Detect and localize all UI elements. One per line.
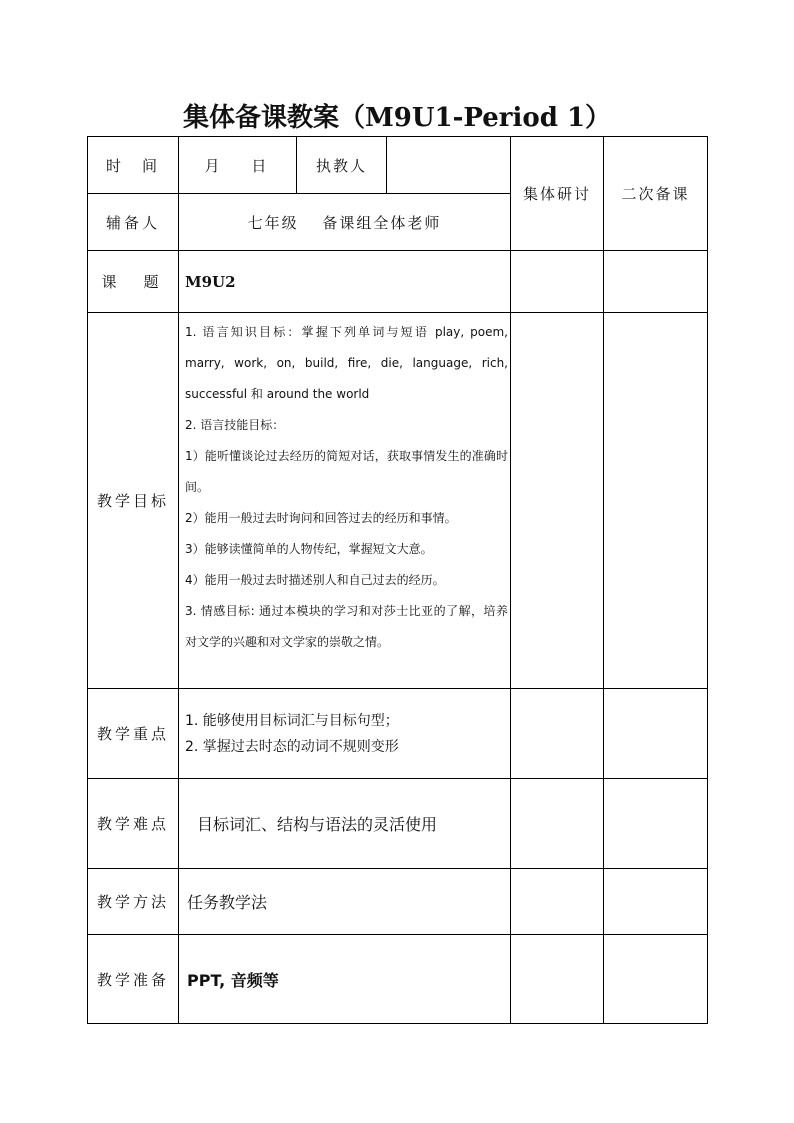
key-point-item: 2. 掌握过去时态的动词不规则变形 <box>185 738 399 755</box>
difficulties-group-study-cell <box>511 779 604 869</box>
objectives-group-study-cell <box>511 313 604 689</box>
objective-line: 3）能够读懂简单的人物传纪，掌握短文大意。 <box>185 542 433 556</box>
objectives-label: 教学目标 <box>88 313 179 689</box>
assistant-label: 辅备人 <box>88 194 179 251</box>
method-second-prep-cell <box>604 869 708 935</box>
preparation-label: 教学准备 <box>88 935 179 1024</box>
difficulties-second-prep-cell <box>604 779 708 869</box>
topic-value: M9U2 <box>179 251 511 313</box>
key-point-item: 1. 能够使用目标词汇与目标句型； <box>185 712 399 729</box>
key-points-second-prep-cell <box>604 689 708 779</box>
difficulties-row <box>88 779 708 869</box>
date-cell: 月 日 <box>179 137 297 194</box>
objective-line: 2）能用一般过去时询问和回答过去的经历和事情。 <box>185 511 457 525</box>
preparation-group-study-cell <box>511 935 604 1024</box>
objective-line: 1. 语言知识目标：掌握下列单词与短语 play, poem, marry, work, on, build, fire, die, language, rich, successful 和 around the world <box>185 325 508 401</box>
preparation-second-prep-cell <box>604 935 708 1024</box>
objective-line: 3. 情感目标: 通过本模块的学习和对莎士比亚的了解，培养对文学的兴趣和对文学家的崇敬之情。 <box>185 604 508 649</box>
objectives-second-prep-cell <box>604 313 708 689</box>
objective-line: 4）能用一般过去时描述别人和自己过去的经历。 <box>185 573 445 587</box>
objective-line: 1）能听懂谈论过去经历的简短对话，获取事情发生的准确时间。 <box>185 449 508 494</box>
topic-second-prep-cell <box>604 251 708 313</box>
difficulties-label: 教学难点 <box>88 779 179 869</box>
key-points-content <box>179 689 511 779</box>
objective-line: 2. 语言技能目标： <box>185 418 285 432</box>
assistant-value: 七年级 备课组全体老师 <box>179 194 511 251</box>
teacher-value-cell <box>387 137 511 194</box>
preparation-value: PPT, 音频等 <box>179 935 511 1024</box>
method-value: 任务教学法 <box>179 869 511 935</box>
objectives-row <box>88 313 708 689</box>
lesson-plan-table <box>87 136 708 1024</box>
page-title: 集体备课教案（M9U1-Period 1） <box>182 103 612 133</box>
preparation-row <box>88 935 708 1024</box>
topic-group-study-cell <box>511 251 604 313</box>
header-row <box>88 137 708 194</box>
topic-row <box>88 251 708 313</box>
method-label: 教学方法 <box>88 869 179 935</box>
key-points-group-study-cell <box>511 689 604 779</box>
method-row <box>88 869 708 935</box>
second-prep-header: 二次备课 <box>604 137 708 251</box>
key-points-label: 教学重点 <box>88 689 179 779</box>
time-label: 时 间 <box>88 137 179 194</box>
group-study-header: 集体研讨 <box>511 137 604 251</box>
difficulties-value: 目标词汇、结构与语法的灵活使用 <box>179 779 511 869</box>
method-group-study-cell <box>511 869 604 935</box>
topic-label: 课 题 <box>88 251 179 313</box>
objectives-content <box>179 313 511 689</box>
key-points-row <box>88 689 708 779</box>
teacher-label: 执教人 <box>297 137 387 194</box>
